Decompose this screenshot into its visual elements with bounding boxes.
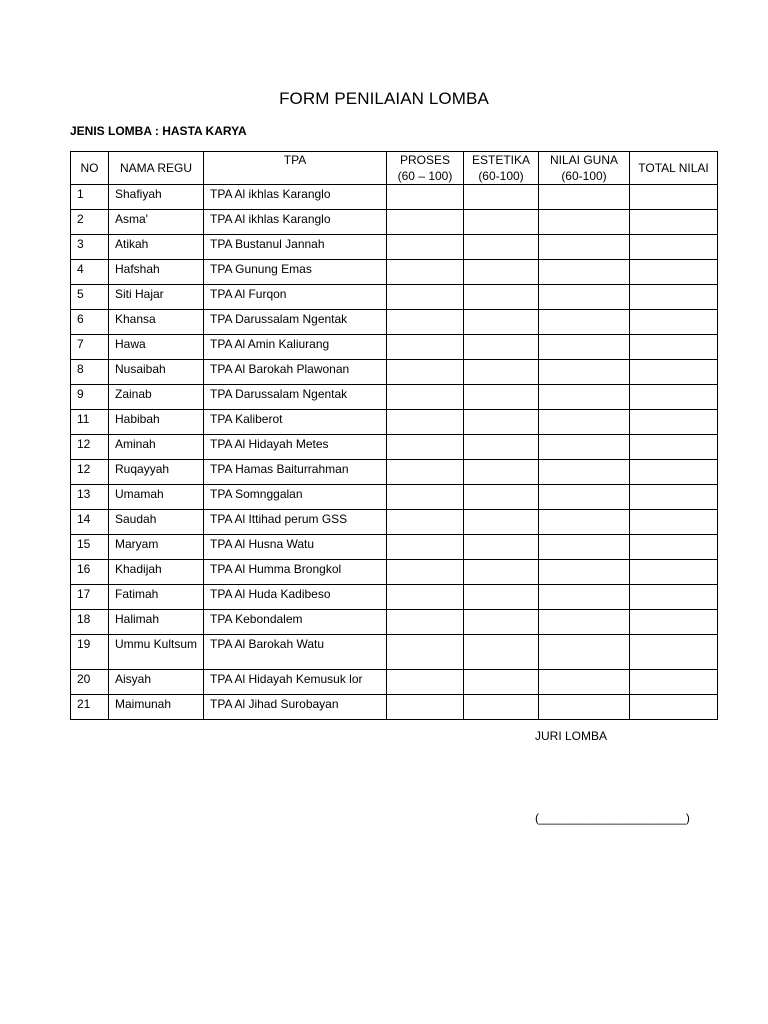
- cell-estetika: [464, 235, 539, 260]
- cell-proses: [387, 335, 464, 360]
- cell-total-nilai: [630, 635, 718, 670]
- page-title: FORM PENILAIAN LOMBA: [279, 89, 489, 108]
- cell-tpa: TPA Al Barokah Watu: [204, 635, 387, 670]
- cell-nilai-guna: [539, 185, 630, 210]
- table-row: [71, 610, 718, 635]
- cell-estetika: [464, 635, 539, 670]
- cell-no: 16: [71, 560, 109, 585]
- cell-total-nilai: [630, 235, 718, 260]
- cell-nama-regu: Zainab: [109, 385, 204, 410]
- cell-nilai-guna: [539, 310, 630, 335]
- cell-total-nilai: [630, 585, 718, 610]
- cell-estetika: [464, 285, 539, 310]
- cell-tpa: TPA Kebondalem: [204, 610, 387, 635]
- cell-proses: [387, 435, 464, 460]
- header-estetika-range: (60-100): [478, 169, 524, 183]
- table-row: [71, 385, 718, 410]
- cell-estetika: [464, 260, 539, 285]
- table-row: [71, 670, 718, 695]
- cell-proses: [387, 385, 464, 410]
- cell-nama-regu: Hawa: [109, 335, 204, 360]
- cell-nilai-guna: [539, 485, 630, 510]
- cell-no: 15: [71, 535, 109, 560]
- header-estetika: [464, 152, 539, 185]
- header-nilai-guna: [539, 152, 630, 185]
- cell-tpa: TPA Kaliberot: [204, 410, 387, 435]
- cell-no: 9: [71, 385, 109, 410]
- cell-no: 11: [71, 410, 109, 435]
- table-row: [71, 210, 718, 235]
- cell-no: 12: [71, 435, 109, 460]
- cell-tpa: TPA Al Hidayah Kemusuk lor: [204, 670, 387, 695]
- header-proses-range: (60 – 100): [397, 169, 453, 183]
- header-no: NO: [71, 152, 109, 185]
- cell-total-nilai: [630, 510, 718, 535]
- table-row: [71, 235, 718, 260]
- cell-nama-regu: Nusaibah: [109, 360, 204, 385]
- cell-no: 18: [71, 610, 109, 635]
- cell-no: 20: [71, 670, 109, 695]
- cell-nama-regu: Halimah: [109, 610, 204, 635]
- header-nilai-guna-range: (60-100): [561, 169, 607, 183]
- cell-total-nilai: [630, 460, 718, 485]
- cell-nilai-guna: [539, 435, 630, 460]
- cell-total-nilai: [630, 670, 718, 695]
- cell-total-nilai: [630, 560, 718, 585]
- cell-proses: [387, 560, 464, 585]
- cell-estetika: [464, 610, 539, 635]
- cell-total-nilai: [630, 485, 718, 510]
- cell-proses: [387, 185, 464, 210]
- cell-nilai-guna: [539, 210, 630, 235]
- cell-tpa: TPA Al Barokah Plawonan: [204, 360, 387, 385]
- header-total-nilai: TOTAL NILAI: [630, 152, 718, 185]
- table-row: [71, 635, 718, 670]
- cell-no: 21: [71, 695, 109, 720]
- cell-nama-regu: Saudah: [109, 510, 204, 535]
- cell-nama-regu: Maimunah: [109, 695, 204, 720]
- cell-nilai-guna: [539, 260, 630, 285]
- cell-nilai-guna: [539, 560, 630, 585]
- header-row: [71, 152, 718, 185]
- cell-nama-regu: Shafiyah: [109, 185, 204, 210]
- table-row: [71, 360, 718, 385]
- cell-estetika: [464, 310, 539, 335]
- cell-total-nilai: [630, 410, 718, 435]
- cell-total-nilai: [630, 360, 718, 385]
- cell-nilai-guna: [539, 585, 630, 610]
- cell-tpa: TPA Hamas Baiturrahman: [204, 460, 387, 485]
- cell-estetika: [464, 360, 539, 385]
- juri-label: JURI LOMBA: [535, 729, 608, 743]
- cell-nilai-guna: [539, 695, 630, 720]
- cell-estetika: [464, 435, 539, 460]
- cell-estetika: [464, 560, 539, 585]
- header-nama-regu: NAMA REGU: [109, 152, 204, 185]
- cell-estetika: [464, 485, 539, 510]
- table-row: [71, 260, 718, 285]
- cell-proses: [387, 485, 464, 510]
- score-table: [70, 151, 718, 720]
- header-tpa: TPA: [204, 152, 387, 185]
- cell-estetika: [464, 510, 539, 535]
- cell-tpa: TPA Somnggalan: [204, 485, 387, 510]
- contest-type: JENIS LOMBA : HASTA KARYA: [70, 124, 247, 138]
- cell-nama-regu: Khansa: [109, 310, 204, 335]
- cell-nilai-guna: [539, 235, 630, 260]
- cell-no: 1: [71, 185, 109, 210]
- cell-estetika: [464, 210, 539, 235]
- cell-estetika: [464, 335, 539, 360]
- cell-no: 12: [71, 460, 109, 485]
- cell-tpa: TPA Al ikhlas Karanglo: [204, 210, 387, 235]
- table-row: [71, 485, 718, 510]
- cell-proses: [387, 635, 464, 670]
- cell-nilai-guna: [539, 410, 630, 435]
- cell-proses: [387, 260, 464, 285]
- cell-tpa: TPA Al ikhlas Karanglo: [204, 185, 387, 210]
- cell-tpa: TPA Al Ittihad perum GSS: [204, 510, 387, 535]
- cell-proses: [387, 285, 464, 310]
- cell-nilai-guna: [539, 670, 630, 695]
- cell-nama-regu: Siti Hajar: [109, 285, 204, 310]
- cell-no: 7: [71, 335, 109, 360]
- cell-tpa: TPA Bustanul Jannah: [204, 235, 387, 260]
- cell-nama-regu: Fatimah: [109, 585, 204, 610]
- cell-total-nilai: [630, 385, 718, 410]
- cell-nilai-guna: [539, 285, 630, 310]
- cell-total-nilai: [630, 435, 718, 460]
- cell-nama-regu: Asma': [109, 210, 204, 235]
- cell-nama-regu: Ruqayyah: [109, 460, 204, 485]
- cell-proses: [387, 610, 464, 635]
- cell-proses: [387, 535, 464, 560]
- cell-tpa: TPA Al Jihad Surobayan: [204, 695, 387, 720]
- cell-proses: [387, 235, 464, 260]
- cell-total-nilai: [630, 260, 718, 285]
- cell-estetika: [464, 695, 539, 720]
- cell-nama-regu: Aminah: [109, 435, 204, 460]
- cell-nilai-guna: [539, 385, 630, 410]
- cell-estetika: [464, 410, 539, 435]
- cell-total-nilai: [630, 210, 718, 235]
- cell-nama-regu: Maryam: [109, 535, 204, 560]
- cell-total-nilai: [630, 185, 718, 210]
- header-proses: [387, 152, 464, 185]
- cell-no: 17: [71, 585, 109, 610]
- header-estetika-label: ESTETIKA: [471, 153, 530, 167]
- cell-proses: [387, 585, 464, 610]
- cell-proses: [387, 510, 464, 535]
- cell-proses: [387, 310, 464, 335]
- cell-no: 6: [71, 310, 109, 335]
- cell-tpa: TPA Al Furqon: [204, 285, 387, 310]
- cell-proses: [387, 410, 464, 435]
- table-row: [71, 410, 718, 435]
- cell-total-nilai: [630, 610, 718, 635]
- cell-nilai-guna: [539, 510, 630, 535]
- cell-tpa: TPA Al Husna Watu: [204, 535, 387, 560]
- cell-nilai-guna: [539, 360, 630, 385]
- cell-nama-regu: Umamah: [109, 485, 204, 510]
- cell-no: 8: [71, 360, 109, 385]
- table-row: [71, 310, 718, 335]
- cell-nama-regu: Khadijah: [109, 560, 204, 585]
- cell-estetika: [464, 185, 539, 210]
- cell-no: 4: [71, 260, 109, 285]
- cell-tpa: TPA Al Humma Brongkol: [204, 560, 387, 585]
- cell-nilai-guna: [539, 460, 630, 485]
- cell-tpa: TPA Gunung Emas: [204, 260, 387, 285]
- cell-nama-regu: Hafshah: [109, 260, 204, 285]
- cell-estetika: [464, 585, 539, 610]
- cell-nilai-guna: [539, 535, 630, 560]
- cell-tpa: TPA Darussalam Ngentak: [204, 310, 387, 335]
- cell-tpa: TPA Al Huda Kadibeso: [204, 585, 387, 610]
- table-row: [71, 285, 718, 310]
- table-row: [71, 460, 718, 485]
- cell-proses: [387, 670, 464, 695]
- cell-tpa: TPA Al Amin Kaliurang: [204, 335, 387, 360]
- cell-tpa: TPA Darussalam Ngentak: [204, 385, 387, 410]
- cell-no: 2: [71, 210, 109, 235]
- cell-proses: [387, 210, 464, 235]
- cell-nama-regu: Habibah: [109, 410, 204, 435]
- header-proses-label: PROSES: [399, 153, 450, 167]
- table-row: [71, 695, 718, 720]
- cell-estetika: [464, 385, 539, 410]
- cell-proses: [387, 360, 464, 385]
- cell-total-nilai: [630, 335, 718, 360]
- cell-estetika: [464, 460, 539, 485]
- cell-no: 3: [71, 235, 109, 260]
- cell-total-nilai: [630, 310, 718, 335]
- cell-total-nilai: [630, 695, 718, 720]
- cell-no: 19: [71, 635, 109, 670]
- signature-line: (______________________): [535, 811, 690, 825]
- table-row: [71, 535, 718, 560]
- cell-proses: [387, 460, 464, 485]
- table-row: [71, 510, 718, 535]
- cell-tpa: TPA Al Hidayah Metes: [204, 435, 387, 460]
- table-row: [71, 435, 718, 460]
- cell-estetika: [464, 535, 539, 560]
- table-row: [71, 585, 718, 610]
- cell-nilai-guna: [539, 610, 630, 635]
- cell-total-nilai: [630, 535, 718, 560]
- table-row: [71, 185, 718, 210]
- cell-total-nilai: [630, 285, 718, 310]
- table-row: [71, 560, 718, 585]
- cell-estetika: [464, 670, 539, 695]
- cell-no: 13: [71, 485, 109, 510]
- cell-nilai-guna: [539, 335, 630, 360]
- cell-nilai-guna: [539, 635, 630, 670]
- cell-proses: [387, 695, 464, 720]
- cell-nama-regu: Ummu Kultsum: [109, 635, 204, 670]
- cell-nama-regu: Atikah: [109, 235, 204, 260]
- header-nilai-guna-label: NILAI GUNA: [549, 153, 618, 167]
- table-row: [71, 335, 718, 360]
- cell-no: 5: [71, 285, 109, 310]
- cell-no: 14: [71, 510, 109, 535]
- cell-nama-regu: Aisyah: [109, 670, 204, 695]
